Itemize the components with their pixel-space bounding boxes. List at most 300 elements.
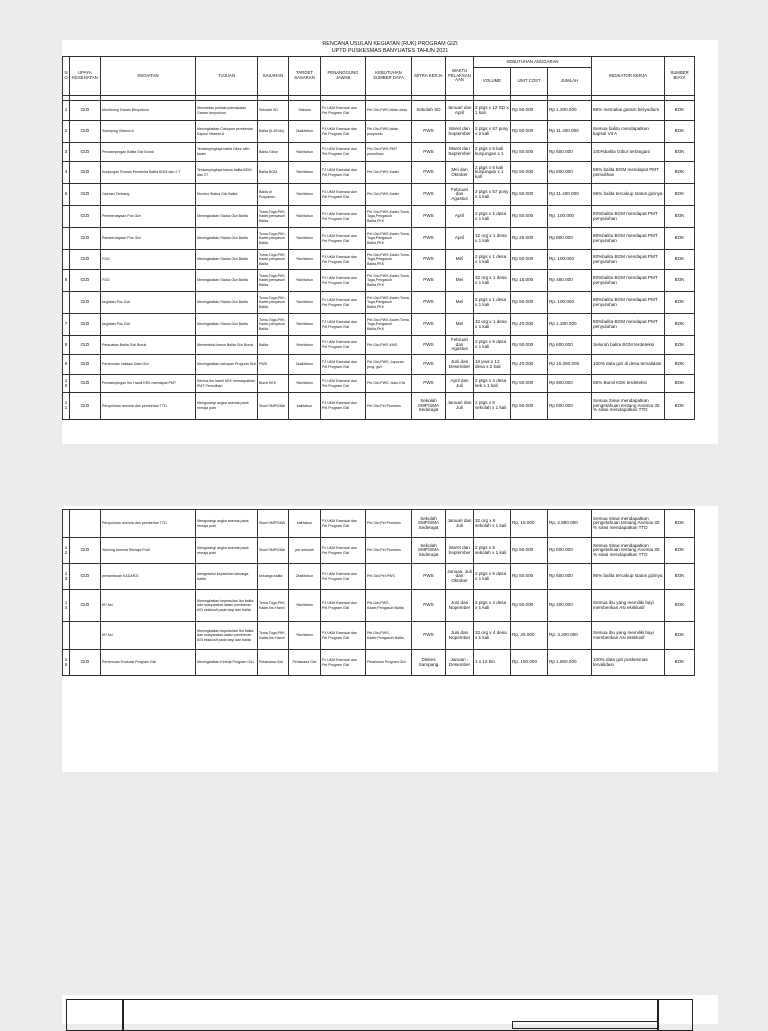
cell-sdm: Pel.Gizi,PWS,Kader,Toma,Toga,Pengasuh Balita,PKK [366, 270, 412, 292]
cell-sdm: Pel.Gizi,PWS, Laporan prog. gizi [366, 355, 412, 375]
cell-tujuan: Monitor Status Gizi Balita [196, 184, 258, 206]
cell-unit: Rp 40.000 [511, 314, 548, 336]
table-row [63, 270, 695, 292]
cell-sumber: BOK [665, 393, 695, 420]
cell-sdm: Pel.Gizi,PWS,Kader [366, 184, 412, 206]
cell-unit: Rp 50.000 [511, 121, 548, 143]
cell-upaya: GIZI [70, 101, 101, 121]
cell-sumber: BOK [665, 622, 695, 650]
cell-jumlah: Rp 600.000 [548, 538, 592, 564]
page3-divider [122, 999, 124, 1031]
cell-volume: 2 ptgs x 6 kali kunjungan x 1 [474, 143, 511, 162]
cell-no: 9 [63, 355, 70, 375]
cell-mitra: PWS [412, 250, 446, 270]
table-row [63, 228, 695, 250]
cell-waktu: Januari - Desember [446, 650, 474, 676]
cell-tujuan: Meningkatkan Status Gizi Balita [196, 270, 258, 292]
cell-sdm: Pel.Gizi,PWS,Kader,Toma,Toga,Pengasuh Balita,PKK [366, 314, 412, 336]
cell-unit: Rp 50.000 [511, 538, 548, 564]
cell-tujuan: Semua ibu hamil KEK mendapatkan PMT Pemulihan [196, 375, 258, 393]
cell-indikator: Seluruh balita BGM terdeteksi [592, 336, 665, 355]
cell-upaya: GIZI [70, 270, 101, 292]
col-header-anggaran: KEBUTUHAN ANGGARAN [474, 57, 592, 68]
cell-pj: PJ.UKM Esensial dan Pel.Program Gizi [321, 538, 366, 564]
cell-sasaran: Toma,Toga,PKK,Kader,penyasuh Balita [258, 270, 289, 292]
cell-volume: 16 pws x 12 desa x 2 kali [474, 355, 511, 375]
cell-jumlah: Rp 400.000 [548, 590, 592, 622]
col-header-volume: VOLUME [474, 68, 511, 96]
cell-unit: Rp 50.000 [511, 590, 548, 622]
cell-mitra: Sekolah SD [412, 101, 446, 121]
cell-mitra: PWS [412, 270, 446, 292]
table-row [63, 622, 695, 650]
cell-waktu: Juni dan Nopember [446, 590, 474, 622]
cell-target: kali/tahun [289, 510, 321, 538]
cell-sdm: Pel.Gizi,Pel.Promkes [366, 510, 412, 538]
cell-sdm: Pel.Gizi,Pel.PWS [366, 564, 412, 590]
cell-jumlah: Rp 600.000 [548, 336, 592, 355]
cell-sdm: Pel.Gizi,PWS,bidan desa [366, 101, 412, 121]
cell-mitra: PWS [412, 564, 446, 590]
cell-kegiatan: Sweeping Vitamin A [101, 121, 196, 143]
title-line-2: UPTD PUSKESMAS BANYUATES TAHUN 2021 [331, 48, 449, 54]
cell-kegiatan: Monitoring Garam Beryodium [101, 101, 196, 121]
cell-indikator: Semua Siswi mendapatkan pengetahuan tentang Anemia 30 % siswi mendapatkan TTD [592, 510, 665, 538]
ruk-table-continued [62, 509, 695, 676]
cell-jumlah: Rp 600.000 [548, 375, 592, 393]
cell-sumber: BOK [665, 650, 695, 676]
cell-unit: Rp 50.000 [511, 292, 548, 314]
cell-no: 1 [63, 101, 70, 121]
cell-kegiatan: KP Asi [101, 590, 196, 622]
cell-sasaran: Balita (6-59 bln) [258, 121, 289, 143]
cell-sumber: BOK [665, 314, 695, 336]
cell-no: 13 [63, 564, 70, 590]
cell-target: %siswa [289, 101, 321, 121]
cell-jumlah: Rp 1.800.000 [548, 650, 592, 676]
cell-volume: 32 org x 6 sekolah x 1 kali [474, 510, 511, 538]
table-row [63, 101, 695, 121]
cell-volume: 2 ptgs x 4 desa x 1 kali [474, 590, 511, 622]
cell-sasaran: Toma,Toga,PKK,Kader,Ibu Hamil [258, 590, 289, 622]
ruk-table [62, 56, 695, 420]
col-header-indikator: INDIKATOR KERJA [592, 57, 665, 96]
cell-upaya: GIZI [70, 143, 101, 162]
cell-sasaran: Siswi SMP/SMA [258, 538, 289, 564]
cell-upaya: GIZI [70, 121, 101, 143]
cell-mitra: PWS [412, 590, 446, 622]
cell-volume: 2 ptgs x 6 kali kunjungan x 1 kali [474, 162, 511, 184]
cell-sumber: BOK [665, 206, 695, 228]
cell-kegiatan: Pendampingan Balita Gizi Buruk [101, 143, 196, 162]
cell-pj: PJ.UKM Esensial dan Pel.Program Gizi [321, 162, 366, 184]
cell-jumlah: Rp 600.000 [548, 143, 592, 162]
ruk-table-continued-body [63, 510, 695, 676]
cell-no: 8 [63, 336, 70, 355]
cell-tujuan: Meningkatkan Status Gizi Balita [196, 250, 258, 270]
cell-sumber: BOK [665, 228, 695, 250]
cell-kegiatan: pemantauan KADARZI [101, 564, 196, 590]
cell-target: kali/tahun [289, 393, 321, 420]
cell-mitra: Sekolah SMP/SMA Sederajat [412, 393, 446, 420]
cell-jumlah: Rp 800.000 [548, 228, 592, 250]
cell-no [63, 250, 70, 270]
cell-target: %ke/tahun [289, 143, 321, 162]
cell-sasaran: Bumil KEK [258, 375, 289, 393]
cell-no: 14 [63, 590, 70, 622]
cell-pj: PJ.UKM Esensial dan Pel.Program Gizi [321, 510, 366, 538]
cell-pj: PJ.UKM Esensial dan Pel.Program Gizi [321, 292, 366, 314]
col-header-sasaran: SASARAN [258, 57, 289, 96]
cell-volume: 32 org x 1 desa x 1 kali [474, 228, 511, 250]
cell-unit: Rp 50.000 [511, 184, 548, 206]
cell-no: 4 [63, 162, 70, 184]
cell-tujuan: Meningkatkan Kinerja Program Gizi [196, 650, 258, 676]
cell-no [63, 510, 70, 538]
cell-indikator: 80%balita BGM mendapat PMT penyuluhan [592, 314, 665, 336]
cell-sdm: Pel.Gizi,PWS, Kader,Pengasuh Balita [366, 622, 412, 650]
cell-indikator: 86% memakai garam beryodium [592, 101, 665, 121]
cell-target: %ke/tahun [289, 250, 321, 270]
cell-unit: Rp. 25.000 [511, 622, 548, 650]
cell-pj: PJ.UKM Esensial dan Pel.Program Gizi [321, 564, 366, 590]
cell-upaya: GIZI [70, 250, 101, 270]
cell-sumber: BOK [665, 336, 695, 355]
cell-indikator: 85% balita BGM mendapat PMT pemulihan [592, 162, 665, 184]
cell-sumber: BOK [665, 292, 695, 314]
col-header-kegiatan: KEGIATAN [101, 57, 196, 96]
cell-mitra: PWS [412, 206, 446, 228]
cell-sasaran: PWS [258, 355, 289, 375]
cell-volume: 2 ptgs x 57 posy x 2 kali [474, 121, 511, 143]
cell-waktu: Mei [446, 314, 474, 336]
cell-waktu: Januari dan Juli [446, 393, 474, 420]
cell-mitra: PWS [412, 121, 446, 143]
cell-kegiatan: Kunjungan Rumah Penderita Balita BGM dan 2 T [101, 162, 196, 184]
cell-kegiatan: Penyuluhan anemia dan pemberian TTD [101, 510, 196, 538]
table-row [63, 250, 695, 270]
cell-pj: PJ.UKM Esensial dan Pel.Program Gizi [321, 184, 366, 206]
cell-upaya: GIZI [70, 590, 101, 622]
cell-target: %ke/tahun [289, 292, 321, 314]
cell-no [63, 228, 70, 250]
cell-waktu: Maret dan September [446, 121, 474, 143]
cell-kegiatan: Operasi Timbang [101, 184, 196, 206]
cell-upaya: GIZI [70, 162, 101, 184]
cell-waktu: Mei [446, 270, 474, 292]
table-row [63, 143, 695, 162]
cell-target: %ke/tahun [289, 590, 321, 622]
cell-target: %ke/tahun [289, 375, 321, 393]
cell-upaya: GIZI [70, 538, 101, 564]
cell-mitra: PWS [412, 355, 446, 375]
cell-unit: Rp 50.000 [511, 162, 548, 184]
cell-sasaran: Balita [258, 336, 289, 355]
cell-jumlah: Rp. 100.000 [548, 292, 592, 314]
cell-pj: PJ.UKM Esensial dan Pel.Program Gizi [321, 650, 366, 676]
cell-no: 3 [63, 143, 70, 162]
cell-indikator: 80%balita BGM mendapat PMT penyuluhan [592, 270, 665, 292]
cell-no: 12 [63, 538, 70, 564]
col-header-unit-cost: UNIT COST [511, 68, 548, 96]
cell-tujuan: Terdampinginya kasus balita BGM dan 2T [196, 162, 258, 184]
cell-upaya: GIZI [70, 393, 101, 420]
cell-indikator: Semua ibu yang memiliki bayi memberikan Asi eksklusif [592, 590, 665, 622]
cell-upaya: GIZI [70, 206, 101, 228]
cell-target: %ke/tahun [289, 228, 321, 250]
cell-kegiatan: Pertemuan Evaluasi Program Gizi [101, 650, 196, 676]
cell-no: 5 [63, 184, 70, 206]
cell-indikator: 96% balita tercakup status gizinya [592, 184, 665, 206]
ruk-sheet-page-1 [62, 40, 718, 444]
cell-pj: PJ.UKM Esensial dan Pel.Program Gizi [321, 336, 366, 355]
cell-volume: 32 org x 1 desa x 1 kali [474, 314, 511, 336]
cell-kegiatan: Pemberdayaan Pos Gizi [101, 228, 196, 250]
cell-no: 7 [63, 314, 70, 336]
cell-waktu: Januari, Juli dan Oktober [446, 564, 474, 590]
cell-waktu: Juni dan Desember [446, 355, 474, 375]
cell-kegiatan: KP Asi [101, 622, 196, 650]
table-row [63, 162, 695, 184]
cell-upaya: GIZI [70, 564, 101, 590]
cell-sumber: BOK [665, 355, 695, 375]
cell-indikator: 80%balita BGM mendapat PMT penyuluhan [592, 228, 665, 250]
cell-kegiatan: FGD [101, 270, 196, 292]
cell-mitra: PWS [412, 143, 446, 162]
cell-sumber: BOK [665, 121, 695, 143]
cell-unit: Rp 50.000 [511, 101, 548, 121]
cell-indikator: 96% balita tercakup status gizinya [592, 564, 665, 590]
cell-target: Pelaksana Gizi [289, 650, 321, 676]
cell-mitra: PWS [412, 292, 446, 314]
cell-sasaran: Siswi SMP/SMA [258, 510, 289, 538]
cell-no [63, 622, 70, 650]
cell-jumlah: Rp 11.400.000 [548, 121, 592, 143]
cell-tujuan: Mengurangi angka anemia pada remaja putri [196, 538, 258, 564]
cell-jumlah: Rp. 3.200.000 [548, 622, 592, 650]
cell-jumlah: Rp 480.000 [548, 270, 592, 292]
cell-tujuan: Mengurangi angka anemia pada remaja putri [196, 510, 258, 538]
cell-target: %ke/tahun [289, 206, 321, 228]
cell-unit: Rp 50.000 [511, 564, 548, 590]
cell-pj: PJ.UKM Esensial dan Pel.Program Gizi [321, 355, 366, 375]
table-row [63, 564, 695, 590]
table-row [63, 314, 695, 336]
cell-volume: 2 ptgs x 1 desa x 1 kali [474, 292, 511, 314]
cell-sumber: BOK [665, 162, 695, 184]
cell-sdm: Pel.Gizi,PWS,Kader,Toma,Toga,Pengasuh Balita,PKK [366, 206, 412, 228]
cell-unit: Rp. 150.000 [511, 650, 548, 676]
cell-waktu: April [446, 228, 474, 250]
cell-sdm: Pel.Gizi,PWS,Kader,Toma,Toga,Pengasuh Balita,PKK [366, 228, 412, 250]
col-header-jumlah: JUMLAH [548, 68, 592, 96]
cell-tujuan: Memantau perilaku pemakaian Garam beryodium [196, 101, 258, 121]
cell-sdm: Pel.Gizi,PWS,bidan posyandu [366, 121, 412, 143]
cell-sasaran: Balita Gibur [258, 143, 289, 162]
cell-jumlah: Rp 600.000 [548, 393, 592, 420]
cell-unit: Rp 50.000 [511, 393, 548, 420]
page3-divider [657, 999, 659, 1031]
cell-sumber: BOK [665, 270, 695, 292]
ruk-table-body [63, 101, 695, 420]
cell-target: %ke/tahun [289, 184, 321, 206]
cell-upaya [70, 622, 101, 650]
table-row [63, 393, 695, 420]
cell-target: %ke/tahun [289, 336, 321, 355]
table-row [63, 650, 695, 676]
cell-unit: Rp. 15.000 [511, 510, 548, 538]
cell-sasaran: Balita BGM [258, 162, 289, 184]
cell-mitra: PWS [412, 184, 446, 206]
cell-jumlah: Rp 1.280.000 [548, 314, 592, 336]
cell-no [63, 292, 70, 314]
cell-kegiatan: kegiatan Pos Gizi [101, 292, 196, 314]
page3-divider [512, 1021, 659, 1029]
cell-sdm: Pel.Gizi,PWS,PMT pemulihan [366, 143, 412, 162]
cell-sumber: BOK [665, 184, 695, 206]
cell-mitra: PWS [412, 228, 446, 250]
cell-sumber: BOK [665, 510, 695, 538]
cell-mitra: Sekolah SMP/SMA Sederajat [412, 538, 446, 564]
table-row [63, 355, 695, 375]
cell-sdm: Pel.Gizi,PWS,Kader,Toma,Toga,Pengasuh Balita,PKK [366, 250, 412, 270]
cell-sasaran: Pelaksana Gizi [258, 650, 289, 676]
table-row [63, 538, 695, 564]
cell-jumlah: Rp. 2.880.000 [548, 510, 592, 538]
cell-indikator: 80%balita BGM mendapat PMT penyuluhan [592, 292, 665, 314]
cell-sumber: BOK [665, 375, 695, 393]
cell-volume: 2 ptgs x 1 desa x 1 kali [474, 250, 511, 270]
cell-no: 2 [63, 121, 70, 143]
cell-indikator: 80%balita BGM mendapat PMT penyuluhan [592, 250, 665, 270]
cell-indikator: Semua balita mendapatkan kapsul Vit A [592, 121, 665, 143]
cell-unit: Rp 25.000 [511, 228, 548, 250]
col-header-waktu: WAKTU PELAKSANAAN [446, 57, 474, 96]
cell-mitra: Sekolah SMP/SMA Sederajat [412, 510, 446, 538]
col-header-tujuan: TUJUAN [196, 57, 258, 96]
cell-waktu: Februari dan Agustus [446, 184, 474, 206]
cell-volume: 32 org x 4 desa x 1 kali [474, 622, 511, 650]
col-header-sdm: KEBUTUHAN SUMBER DAYA [366, 57, 412, 96]
table-row [63, 206, 695, 228]
cell-waktu: Januari dan April [446, 101, 474, 121]
col-header-upaya: UPAYA KESEHATAN [70, 57, 101, 96]
cell-mitra: PWS [412, 162, 446, 184]
cell-sasaran: Toma,Toga,PKK,Kader,Ibu Hamil [258, 622, 289, 650]
cell-volume: 2 ptgs x 6 desa x 1 kali [474, 564, 511, 590]
cell-kegiatan: kegiatan Pos Gizi [101, 314, 196, 336]
table-row [63, 375, 695, 393]
cell-jumlah: Rp 15.360.000 [548, 355, 592, 375]
table-row [63, 510, 695, 538]
cell-waktu: Juni dan Nopember [446, 622, 474, 650]
cell-pj: PJ.UKM Esensial dan Pel.Program Gizi [321, 393, 366, 420]
cell-volume: 2 ptgs x 6 sekolah x 1 kali [474, 538, 511, 564]
cell-sdm: Pel.Gizi,Pel.Promkes [366, 538, 412, 564]
cell-sdm: Pel.Gizi,Pel.Promkes [366, 393, 412, 420]
cell-upaya: GIZI [70, 336, 101, 355]
cell-tujuan: Meningkatkan Status Gizi Balita [196, 206, 258, 228]
cell-pj: PJ.UKM Esensial dan Pel.Program Gizi [321, 121, 366, 143]
cell-volume: 32 org x 1 desa x 1 kali [474, 270, 511, 292]
table-row [63, 121, 695, 143]
cell-volume: 2 ptgs x 12 SD x 1 kali [474, 101, 511, 121]
cell-sasaran: Toma,Toga,PKK,Kader,penyasuh Balita [258, 292, 289, 314]
col-header-pj: PENANGGUNG JAWAB [321, 57, 366, 96]
cell-target: %ke/tahun [289, 270, 321, 292]
cell-volume: 2 ptgs x 1 desa x 1 kali [474, 206, 511, 228]
cell-upaya [70, 510, 101, 538]
cell-no: 10 [63, 375, 70, 393]
cell-unit: Rp 15.000 [511, 270, 548, 292]
col-header-mitra: MITRA KERJA [412, 57, 446, 96]
cell-volume: 2 ptgs x 6 desa x 1 kali [474, 336, 511, 355]
cell-mitra: Dinkes Sampang [412, 650, 446, 676]
cell-waktu: Mei [446, 250, 474, 270]
cell-waktu: April dan Juli [446, 375, 474, 393]
cell-sdm: Pel.Gizi,PWS, buku KIA [366, 375, 412, 393]
cell-unit: Rp 50.000 [511, 336, 548, 355]
cell-kegiatan: FGD [101, 250, 196, 270]
cell-unit: Rp 50.000 [511, 143, 548, 162]
cell-waktu: Februari dan Agustus [446, 336, 474, 355]
cell-tujuan: Meningkatkan Status Gizi Balita [196, 292, 258, 314]
cell-target: per sekolah [289, 538, 321, 564]
cell-upaya: GIZI [70, 228, 101, 250]
cell-mitra: PWS [412, 375, 446, 393]
cell-sasaran: Toma,Toga,PKK,Kader,penyasuh Balita [258, 250, 289, 270]
cell-waktu: Maret dan September [446, 143, 474, 162]
cell-pj: PJ.UKM Esensial dan Pel.Program Gizi [321, 206, 366, 228]
cell-no: 15 [63, 650, 70, 676]
cell-kegiatan: Pendampingan Ibu Hamil KEK mendapat PMT [101, 375, 196, 393]
cell-pj: PJ.UKM Esensial dan Pel.Program Gizi [321, 228, 366, 250]
col-header-sumber: SUMBER BIAYA [665, 57, 695, 96]
cell-target: 2kali/tahun [289, 355, 321, 375]
ruk-sheet-page-3 [62, 995, 718, 1024]
cell-sumber: BOK [665, 564, 695, 590]
cell-tujuan: Meningkatkan Status Gizi Balita [196, 314, 258, 336]
cell-sumber: BOK [665, 590, 695, 622]
cell-sasaran: Balita di Posyandu [258, 184, 289, 206]
cell-unit: Rp 50.000 [511, 206, 548, 228]
cell-kegiatan: Penyuluhan anemia dan pemberian TTD [101, 393, 196, 420]
cell-unit: Rp 40.000 [511, 355, 548, 375]
cell-target: %ke/tahun [289, 162, 321, 184]
cell-tujuan: Meningkatkan cakupan Program Gizi [196, 355, 258, 375]
cell-target: %ke/tahun [289, 622, 321, 650]
cell-volume: 2 ptgs x 4 desa kek x 1 kali [474, 375, 511, 393]
cell-waktu: April [446, 206, 474, 228]
ruk-sheet-page-2 [62, 506, 718, 772]
cell-volume: 2 ptgs x 57 posy x 1 kali [474, 184, 511, 206]
cell-kegiatan: Pemberdayaan Pos Gizi [101, 206, 196, 228]
cell-no: 11 [63, 393, 70, 420]
cell-upaya: GIZI [70, 292, 101, 314]
cell-waktu: Mei [446, 292, 474, 314]
cell-waktu: Mei dan Oktober [446, 162, 474, 184]
cell-pj: PJ.UKM Esensial dan Pel.Program Gizi [321, 622, 366, 650]
cell-target: 2kali/tahun [289, 121, 321, 143]
cell-tujuan: Meningkatkan Cakupan pemberian Kapsul Vitamin A [196, 121, 258, 143]
cell-indikator: 80%balita BGM mendapat PMT penyuluhan [592, 206, 665, 228]
document-title [62, 40, 718, 55]
cell-sumber: BOK [665, 250, 695, 270]
cell-target: %ke/tahun [289, 314, 321, 336]
cell-indikator: 100% data gizi puskesmas tervalidasi [592, 650, 665, 676]
cell-target: 2kali/tahun [289, 564, 321, 590]
cell-sdm: Pel.Gizi,PWS, Kader,Pengasuh Balita [366, 590, 412, 622]
